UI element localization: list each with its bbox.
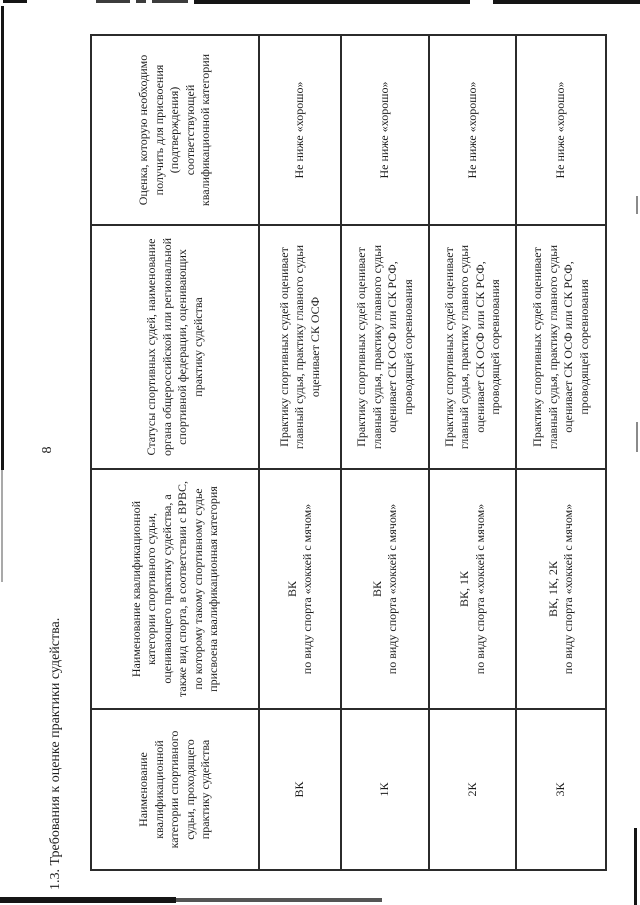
table-row-1k xyxy=(341,35,429,870)
cell-grade: Не ниже «хорошо» xyxy=(341,35,429,225)
cell-category: ВК xyxy=(259,709,341,870)
cell-evaluator xyxy=(259,469,341,709)
page-number: 8 xyxy=(40,446,55,454)
column-header-evaluator-category: Наименование квалификационной категории спортивного судьи, оценивающего практику судейства, а также вид спорта, в соответствии с ВРВС, по которому такому спортивному судье присвоена квалификационная категория xyxy=(91,469,259,709)
column-header-judge-category: Наименование квалификационной категории спортивного судьи, проходящего практику судейства xyxy=(91,709,259,870)
evaluator-categories: ВК, 1К, 2К xyxy=(545,561,560,618)
cell-statuses: Практику спортивных судей оценивает главный судья, практику главного судьи оценивает СК ОСФ или СК РСФ, проводящей соревнования xyxy=(516,225,606,469)
cell-statuses: Практику спортивных судей оценивает главный судья, практику главного судьи оценивает СК ОСФ или СК РСФ, проводящей соревнования xyxy=(341,225,429,469)
table-row-3k xyxy=(516,35,606,870)
evaluator-sport: по виду спорта «хоккей с мячом» xyxy=(300,503,314,675)
evaluator-categories: ВК xyxy=(284,581,299,598)
cell-category: 3К xyxy=(516,709,606,870)
cell-evaluator xyxy=(429,469,516,709)
judging-practice-requirements-table xyxy=(90,34,607,871)
table-header-row xyxy=(91,35,259,870)
table-row-2k xyxy=(429,35,516,870)
section-title: 1.3. Требования к оценке практики судейства. xyxy=(48,617,63,890)
cell-grade: Не ниже «хорошо» xyxy=(429,35,516,225)
evaluator-sport: по виду спорта «хоккей с мячом» xyxy=(472,503,487,675)
evaluator-categories: ВК xyxy=(369,581,384,598)
evaluator-sport: по виду спорта «хоккей с мячом» xyxy=(385,503,399,675)
cell-category: 1К xyxy=(341,709,429,870)
table-row-vk xyxy=(259,35,341,870)
cell-evaluator xyxy=(516,469,606,709)
cell-grade: Не ниже «хорошо» xyxy=(259,35,341,225)
cell-evaluator xyxy=(341,469,429,709)
evaluator-categories: ВК, 1К xyxy=(457,571,471,608)
cell-statuses: Практику спортивных судей оценивает главный судья, практику главного судьи оценивает СК ОСФ xyxy=(259,225,341,469)
column-header-required-grade: Оценка, которую необходимо получить для присвоения (подтверждения) соответствующей квалификационной категории xyxy=(91,35,259,225)
cell-category: 2К xyxy=(429,709,516,870)
cell-statuses: Практику спортивных судей оценивает главный судья, практику главного судьи оценивает СК ОСФ или СК РСФ, проводящей соревнования xyxy=(429,225,516,469)
column-header-statuses: Статусы спортивных судей, наименование органа общероссийской или региональной спортивной федерации, оценивающих практику судейства xyxy=(91,225,259,469)
cell-grade: Не ниже «хорошо» xyxy=(516,35,606,225)
evaluator-sport: по виду спорта «хоккей с мячом» xyxy=(561,503,575,675)
